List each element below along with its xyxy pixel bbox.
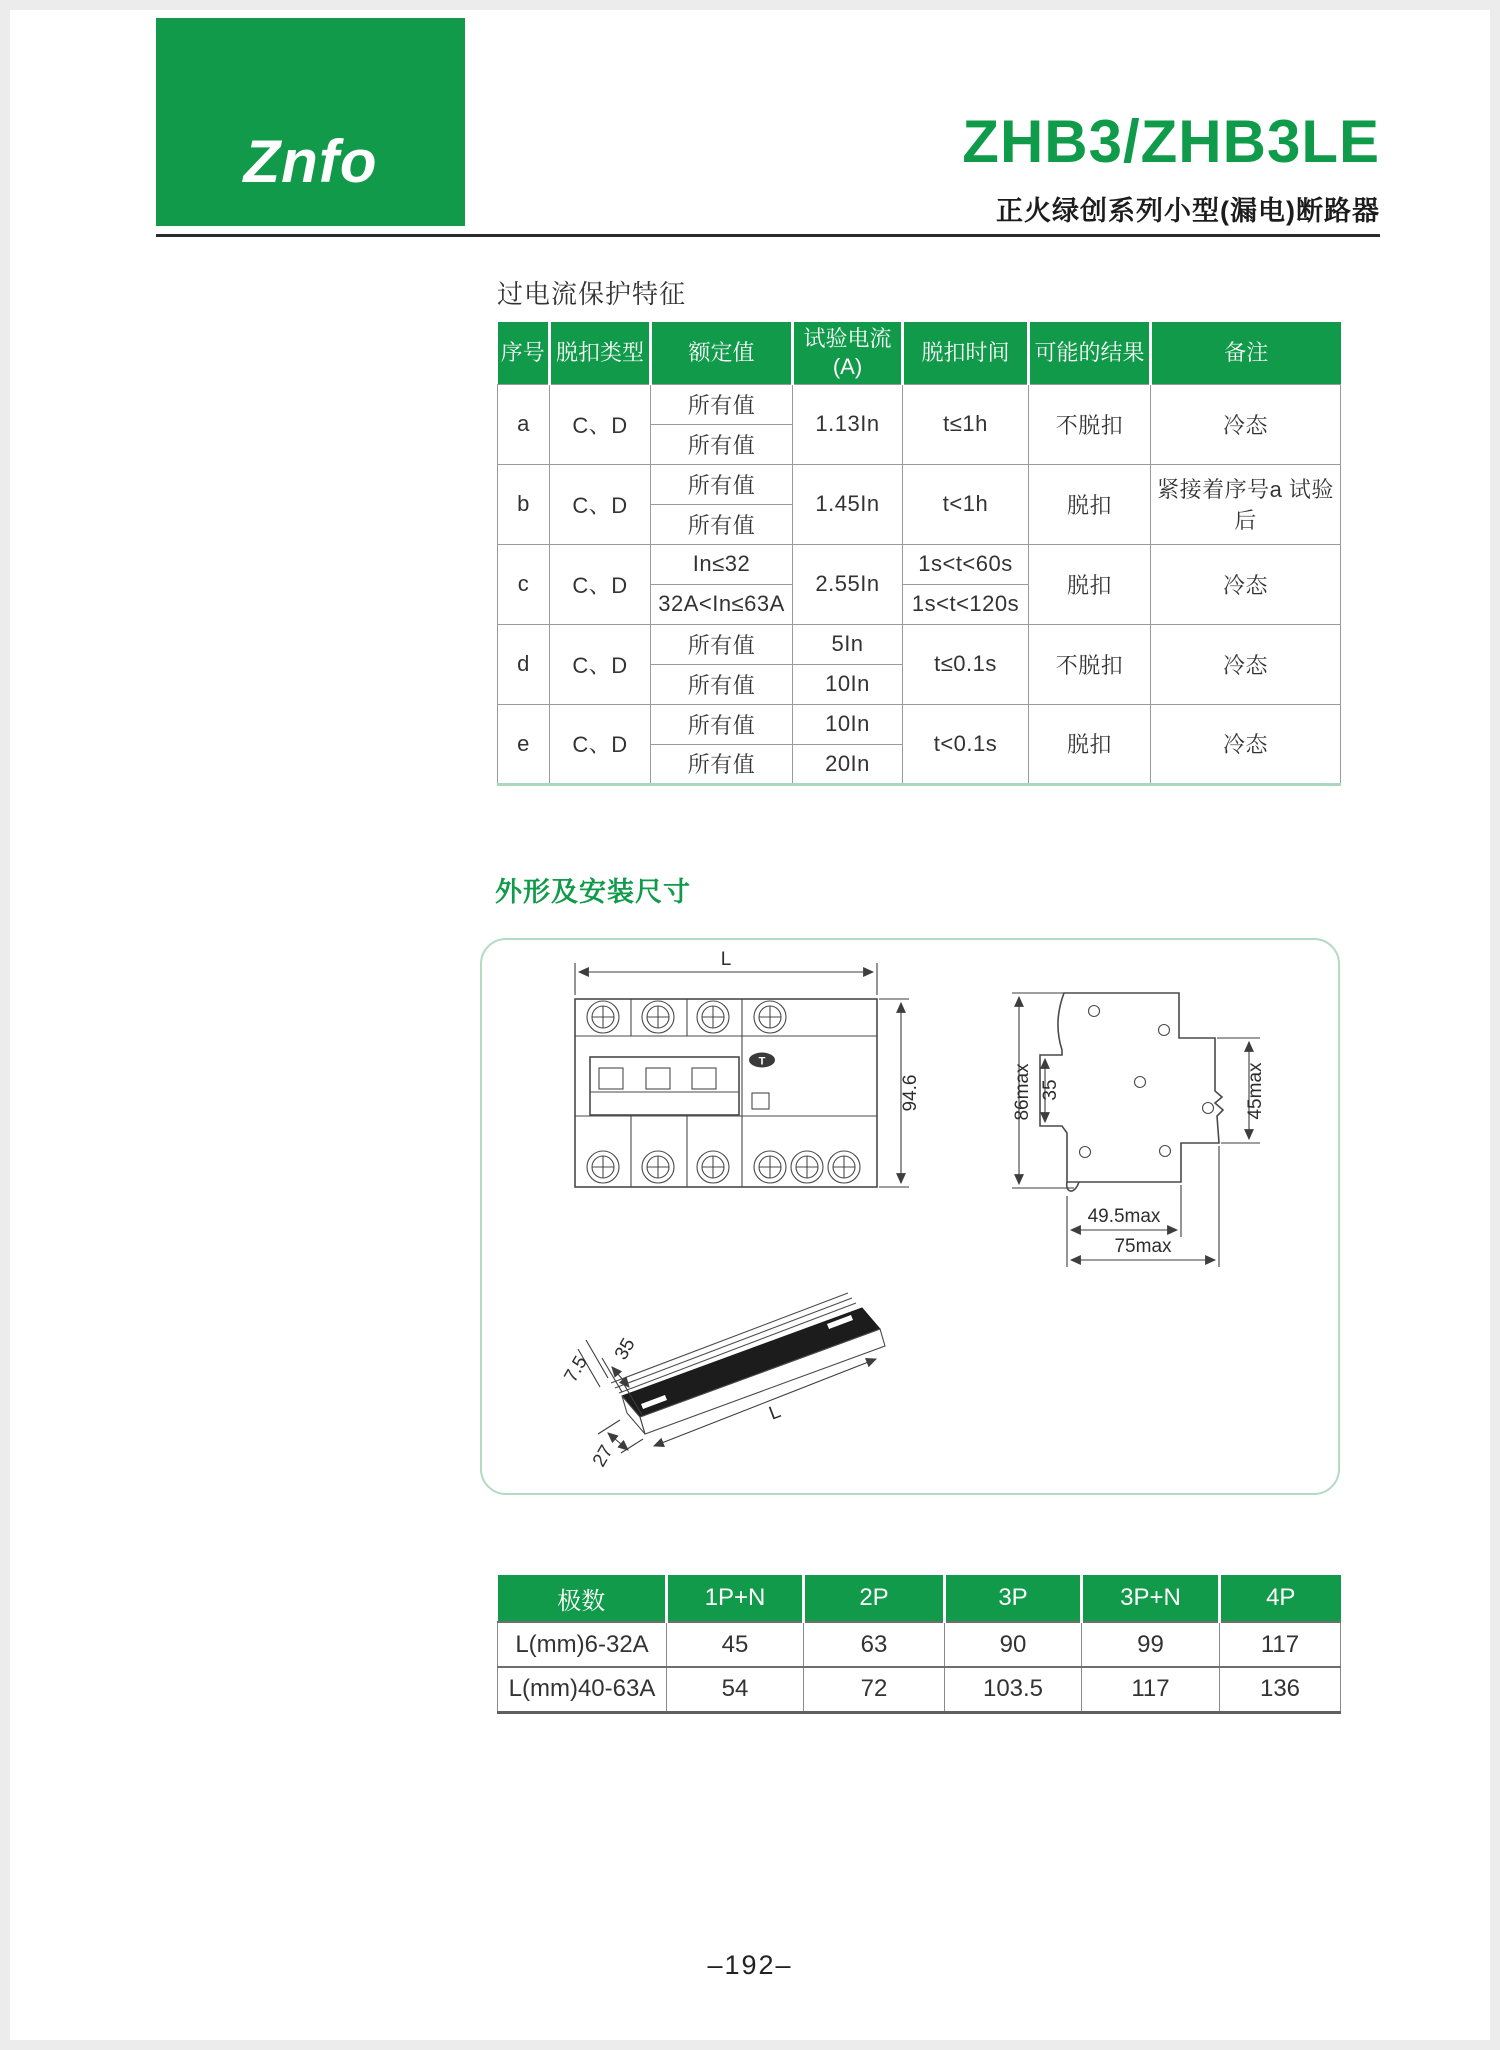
breaker-front-view bbox=[575, 949, 921, 1187]
cell-remark: 冷态 bbox=[1151, 704, 1341, 784]
cell-seq: c bbox=[498, 544, 550, 624]
cell-result: 脱扣 bbox=[1029, 464, 1151, 544]
din-rail-view bbox=[561, 1293, 885, 1471]
table-row bbox=[498, 544, 1341, 584]
cell-value: 63 bbox=[804, 1622, 945, 1667]
table-header-row bbox=[498, 1575, 1341, 1622]
side-height-dim-label: 86max bbox=[1012, 1063, 1033, 1121]
cell-time: t<1h bbox=[903, 464, 1029, 544]
cell-time: t<0.1s bbox=[903, 704, 1029, 784]
cell-rated: 所有值 bbox=[651, 384, 793, 424]
rail-end-height-dim-label: 27 bbox=[588, 1441, 618, 1471]
dimension-drawings bbox=[482, 940, 1338, 1493]
cell-remark: 紧接着序号a 试验后 bbox=[1151, 464, 1341, 544]
col-header-test-current-line1: 试验电流 bbox=[803, 326, 892, 352]
cell-type: C、D bbox=[550, 704, 651, 784]
col-header-3p: 3P bbox=[945, 1575, 1082, 1622]
cell-time: 1s<t<120s bbox=[903, 584, 1029, 624]
table-header-row bbox=[498, 322, 1341, 384]
test-button-label: T bbox=[758, 1055, 766, 1068]
cell-value: 54 bbox=[667, 1667, 804, 1712]
cell-result: 不脱扣 bbox=[1029, 384, 1151, 464]
product-model-title: ZHB3/ZHB3LE bbox=[962, 108, 1380, 175]
col-header-test-current-line2: (A) bbox=[832, 353, 863, 379]
col-header-result: 可能的结果 bbox=[1029, 322, 1151, 384]
cell-rated: In≤32 bbox=[651, 544, 793, 584]
side-rail-slot-dim-label: 35 bbox=[1040, 1079, 1061, 1101]
side-depth2-dim-label: 75max bbox=[1114, 1236, 1172, 1257]
cell-rated: 所有值 bbox=[651, 744, 793, 784]
side-depth1-dim-label: 49.5max bbox=[1087, 1206, 1161, 1227]
section-title-protection: 过电流保护特征 bbox=[497, 279, 687, 309]
cell-value: 117 bbox=[1082, 1667, 1220, 1712]
cell-test: 20In bbox=[793, 744, 903, 784]
cell-test: 1.13In bbox=[793, 384, 903, 464]
cell-result: 脱扣 bbox=[1029, 704, 1151, 784]
cell-rated: 所有值 bbox=[651, 504, 793, 544]
cell-seq: a bbox=[498, 384, 550, 464]
col-header-test-current bbox=[793, 322, 903, 384]
cell-type: C、D bbox=[550, 464, 651, 544]
cell-rated: 所有值 bbox=[651, 464, 793, 504]
side-front-depth-dim-label: 45max bbox=[1245, 1062, 1266, 1120]
rail-length-dim-label: L bbox=[766, 1401, 784, 1425]
cell-type: C、D bbox=[550, 384, 651, 464]
col-header-2p: 2P bbox=[804, 1575, 945, 1622]
cell-time: t≤1h bbox=[903, 384, 1029, 464]
cell-rated: 所有值 bbox=[651, 664, 793, 704]
col-header-poles: 极数 bbox=[498, 1575, 667, 1622]
cell-rated: 所有值 bbox=[651, 424, 793, 464]
breaker-side-view bbox=[1012, 993, 1266, 1267]
indicator-window bbox=[752, 1093, 769, 1109]
front-height-dim-label: 94.6 bbox=[900, 1074, 921, 1112]
col-header-1pn: 1P+N bbox=[667, 1575, 804, 1622]
cell-test: 10In bbox=[793, 704, 903, 744]
page-number: –192– bbox=[707, 1950, 793, 1980]
table-row bbox=[498, 464, 1341, 504]
cell-time: 1s<t<60s bbox=[903, 544, 1029, 584]
protection-table bbox=[497, 322, 1341, 786]
col-header-trip-time: 脱扣时间 bbox=[903, 322, 1029, 384]
size-table bbox=[497, 1575, 1341, 1714]
header-divider bbox=[156, 234, 1380, 237]
cell-test: 10In bbox=[793, 664, 903, 704]
cell-value: 117 bbox=[1220, 1622, 1341, 1667]
cell-value: 90 bbox=[945, 1622, 1082, 1667]
cell-remark: 冷态 bbox=[1151, 544, 1341, 624]
cell-value: 103.5 bbox=[945, 1667, 1082, 1712]
brand-logo bbox=[156, 18, 465, 226]
front-width-dim-label: L bbox=[720, 949, 732, 970]
cell-type: C、D bbox=[550, 624, 651, 704]
cell-rated: 所有值 bbox=[651, 624, 793, 664]
dimension-drawings-panel bbox=[480, 938, 1340, 1495]
section-title-dimensions: 外形及安装尺寸 bbox=[495, 877, 691, 907]
table-row bbox=[498, 704, 1341, 744]
cell-result: 脱扣 bbox=[1029, 544, 1151, 624]
cell-range-label: L(mm)6-32A bbox=[498, 1622, 667, 1667]
cell-test: 5In bbox=[793, 624, 903, 664]
col-header-remark: 备注 bbox=[1151, 322, 1341, 384]
cell-seq: d bbox=[498, 624, 550, 704]
brand-logo-text: Znfo bbox=[243, 128, 378, 195]
cell-seq: b bbox=[498, 464, 550, 544]
cell-test: 2.55In bbox=[793, 544, 903, 624]
col-header-3pn: 3P+N bbox=[1082, 1575, 1220, 1622]
cell-rated: 32A<In≤63A bbox=[651, 584, 793, 624]
cell-value: 136 bbox=[1220, 1667, 1341, 1712]
table-row bbox=[498, 624, 1341, 664]
test-button-icon bbox=[749, 1053, 775, 1068]
rail-thickness-dim-label: 7.5 bbox=[560, 1352, 592, 1386]
cell-value: 45 bbox=[667, 1622, 804, 1667]
toggle-handles bbox=[590, 1057, 739, 1115]
table-row bbox=[498, 1622, 1341, 1667]
table-row bbox=[498, 384, 1341, 424]
cell-value: 72 bbox=[804, 1667, 945, 1712]
cell-type: C、D bbox=[550, 544, 651, 624]
cell-test: 1.45In bbox=[793, 464, 903, 544]
cell-remark: 冷态 bbox=[1151, 624, 1341, 704]
cell-time: t≤0.1s bbox=[903, 624, 1029, 704]
cell-seq: e bbox=[498, 704, 550, 784]
col-header-no: 序号 bbox=[498, 322, 550, 384]
col-header-trip-type: 脱扣类型 bbox=[550, 322, 651, 384]
col-header-4p: 4P bbox=[1220, 1575, 1341, 1622]
table-row bbox=[498, 1667, 1341, 1712]
cell-rated: 所有值 bbox=[651, 704, 793, 744]
product-series-subtitle: 正火绿创系列小型(漏电)断路器 bbox=[996, 196, 1380, 226]
cell-value: 99 bbox=[1082, 1622, 1220, 1667]
cell-result: 不脱扣 bbox=[1029, 624, 1151, 704]
cell-remark: 冷态 bbox=[1151, 384, 1341, 464]
col-header-rated: 额定值 bbox=[651, 322, 793, 384]
rail-width-dim-label: 35 bbox=[610, 1334, 640, 1364]
cell-range-label: L(mm)40-63A bbox=[498, 1667, 667, 1712]
